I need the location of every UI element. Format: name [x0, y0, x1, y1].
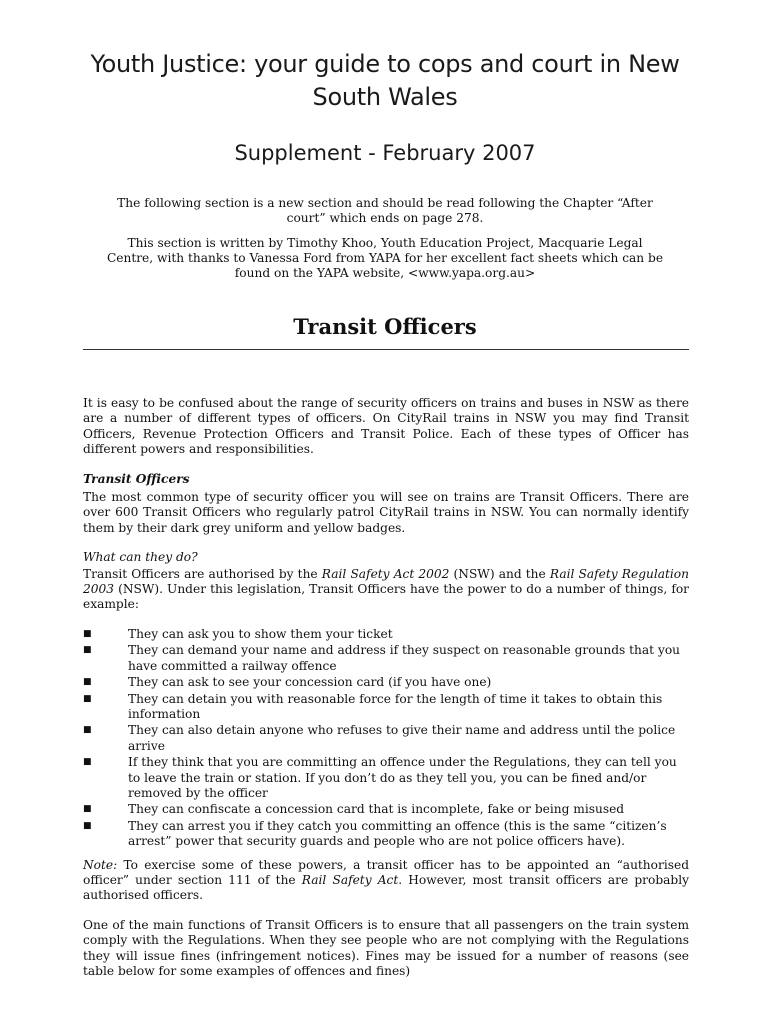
- list-item: [83, 755, 689, 801]
- bullet-square-icon: ■: [83, 820, 92, 831]
- act-name-rail-safety-act-note: Rail Safety Act: [301, 872, 399, 887]
- list-item: [83, 627, 689, 642]
- list-item-text: They can arrest you if they catch you committing an offence (this is the same “citizen’s arrest” power that security guards and people who are not police officers have).: [128, 818, 667, 849]
- list-item-text: They can demand your name and address if they suspect on reasonable grounds that you have committed a railway offence: [128, 643, 681, 673]
- bullet-square-icon: ■: [83, 725, 92, 736]
- powers-text-1: Transit Officers are authorised by the: [83, 566, 322, 581]
- list-item-text: They can ask to see your concession card (if you have one): [128, 675, 492, 690]
- intro-paragraph: It is easy to be confused about the range of security officers on trains and buses in NSW as there are a number of different types of officers. On CityRail trains in NSW you may find Transit Officers, Revenue Protection Officers and Transit Police. Each of these types of Officer has different powers and responsibilities.: [83, 396, 689, 457]
- bullet-square-icon: ■: [83, 804, 92, 815]
- list-item: [83, 723, 689, 754]
- list-item: [83, 675, 689, 690]
- act-name-rail-safety-act: Rail Safety Act 2002: [321, 566, 450, 581]
- section-divider: [83, 349, 689, 350]
- act-name-rail-safety-regulation: Rail Safety Regulation 2003: [83, 566, 689, 597]
- section-title: Transit Officers: [293, 314, 477, 339]
- bullet-square-icon: ■: [83, 757, 92, 768]
- transit-officers-paragraph: The most common type of security officer you will see on trains are Transit Officers. There are over 600 Transit Officers who regularly patrol CityRail trains in NSW. You can normally identify them by their dark grey uniform and yellow badges.: [83, 490, 689, 535]
- note-paragraph: [83, 858, 689, 904]
- list-item-text: They can ask you to show them your ticket: [128, 626, 393, 641]
- powers-paragraph: [83, 567, 689, 613]
- list-item: [83, 819, 689, 850]
- section-body: [83, 396, 689, 993]
- list-item: [83, 643, 689, 674]
- fines-paragraph: One of the main functions of Transit Officers is to ensure that all passengers on the train system comply with the Regulations. When they see people who are not complying with the Regulations they will issue fines (infringement notices). Fines may be issued for a number of reasons (see table below for some examples of offences and fines): [83, 917, 689, 978]
- list-item-text: They can detain you with reasonable force for the length of time it takes to obtain this information: [128, 691, 663, 721]
- list-item-text: If they think that you are committing an offence under the Regulations, they can tell you to leave the train or station. If you don’t do as they tell you, you can be fined and/or removed by the officer: [128, 755, 677, 800]
- list-item-text: They can also detain anyone who refuses to give their name and address until the police arrive: [128, 723, 676, 753]
- powers-text-3: (NSW). Under this legislation, Transit Officers have the power to do a number of things, for example:: [83, 582, 689, 612]
- author-credit: This section is written by Timothy Khoo, Youth Education Project, Macquarie Legal Centre, with thanks to Vanessa Ford from YAPA for her excellent fact sheets which can be found on the YAPA website, <www.yapa.org.au>: [106, 236, 664, 280]
- note-text-2: . However, most transit officers are probably authorised officers.: [83, 872, 689, 903]
- powers-text-2: (NSW) and the: [449, 566, 550, 581]
- list-item: [83, 692, 689, 723]
- document-title: Youth Justice: your guide to cops and court in New South Wales: [90, 50, 680, 111]
- list-item: [83, 802, 689, 817]
- bullet-square-icon: ■: [83, 628, 92, 639]
- powers-list: [83, 627, 689, 850]
- bullet-square-icon: ■: [83, 677, 92, 688]
- list-item-text: They can confiscate a concession card that is incomplete, fake or being misused: [128, 802, 625, 817]
- subheading-what-can-they-do: What can they do?: [83, 550, 198, 565]
- intro-note: The following section is a new section and should be read following the Chapter “After court” which ends on page 278.: [117, 196, 653, 225]
- note-label: Note:: [83, 857, 118, 872]
- bullet-square-icon: ■: [83, 645, 92, 656]
- subheading-transit-officers: Transit Officers: [83, 471, 190, 486]
- bullet-square-icon: ■: [83, 693, 92, 704]
- note-text-1: To exercise some of these powers, a transit officer has to be appointed an “authorised officer” under section 111 of the: [83, 857, 689, 887]
- supplement-date: Supplement - February 2007: [234, 141, 536, 165]
